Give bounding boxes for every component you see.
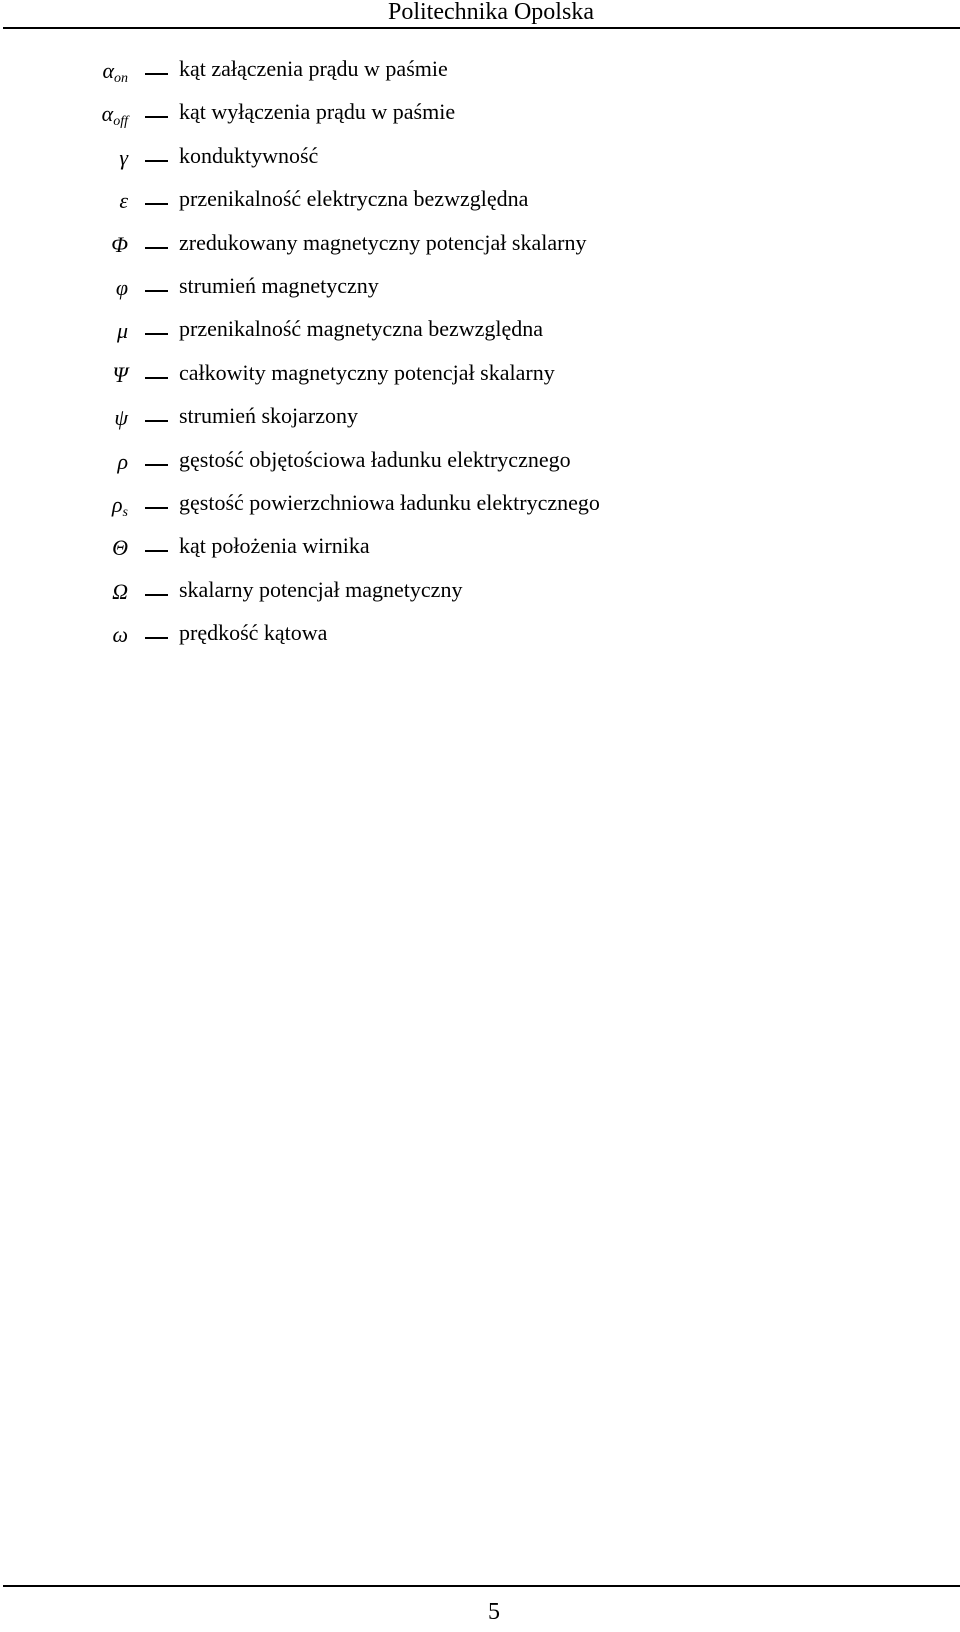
symbol: φ	[115, 274, 128, 300]
dash-separator	[145, 507, 168, 509]
symbol: Ω	[112, 578, 128, 604]
symbol-description: skalarny potencjał magnetyczny	[179, 576, 463, 602]
symbol-description: strumień skojarzony	[179, 403, 359, 429]
symbol: Φ	[111, 231, 128, 257]
dash-separator	[145, 637, 168, 639]
symbol-description: kąt położenia wirnika	[179, 533, 370, 559]
symbol: Θ	[112, 535, 128, 561]
symbol-row	[0, 573, 960, 616]
symbol: ω	[112, 622, 128, 648]
dash-separator	[145, 73, 168, 75]
symbol-row	[0, 529, 960, 572]
symbol-row	[0, 182, 960, 225]
dash-separator	[145, 550, 168, 552]
symbol-row	[0, 226, 960, 269]
symbol-description: całkowity magnetyczny potencjał skalarny	[179, 359, 555, 385]
symbol-row	[0, 95, 960, 138]
dash-separator	[145, 203, 168, 205]
symbol-description: kąt załączenia prądu w paśmie	[179, 56, 448, 81]
symbol-row	[0, 399, 960, 442]
dash-separator	[145, 333, 168, 335]
dash-separator	[145, 464, 168, 466]
symbol-row	[0, 443, 960, 486]
symbol-row	[0, 312, 960, 355]
symbol-description: przenikalność magnetyczna bezwzględna	[179, 316, 544, 342]
header-title: Politechnika Opolska	[388, 0, 594, 25]
symbol-description: przenikalność elektryczna bezwzględna	[179, 186, 529, 212]
symbol-row	[0, 139, 960, 182]
symbol-row	[0, 616, 960, 659]
dash-separator	[145, 247, 168, 249]
symbol: $\alpha_{off}$	[101, 101, 128, 130]
dash-separator	[145, 594, 168, 596]
symbol-description: prędkość kątowa	[179, 620, 328, 646]
symbol: $\rho_s$	[111, 491, 128, 520]
header-rule	[3, 27, 960, 29]
dash-separator	[145, 420, 168, 422]
symbol: Ψ	[112, 361, 128, 387]
symbol-row	[0, 486, 960, 529]
symbol-description: gęstość objętościowa ładunku elektrycznego	[179, 446, 571, 472]
dash-separator	[145, 290, 168, 292]
symbol-description: gęstość powierzchniowa ładunku elektrycznego	[179, 489, 600, 515]
symbol: γ	[119, 144, 128, 170]
dash-separator	[145, 116, 168, 118]
symbol-description: kąt wyłączenia prądu w paśmie	[179, 99, 456, 125]
symbol: ε	[119, 188, 128, 214]
symbol: $\alpha_{on}$	[102, 58, 128, 86]
symbol: μ	[116, 318, 128, 344]
symbol-description: zredukowany magnetyczny potencjał skalarny	[179, 229, 587, 255]
symbol-list	[0, 52, 960, 659]
page-number: 5	[488, 1599, 500, 1625]
symbol: ψ	[114, 405, 128, 431]
dash-separator	[145, 377, 168, 379]
symbol-row	[0, 356, 960, 399]
symbol: ρ	[117, 448, 128, 474]
footer-rule	[3, 1585, 960, 1587]
symbol-description: konduktywność	[179, 142, 319, 168]
symbol-description: strumień magnetyczny	[179, 272, 379, 298]
symbol-row	[0, 269, 960, 312]
dash-separator	[145, 160, 168, 162]
symbol-row	[0, 52, 960, 95]
